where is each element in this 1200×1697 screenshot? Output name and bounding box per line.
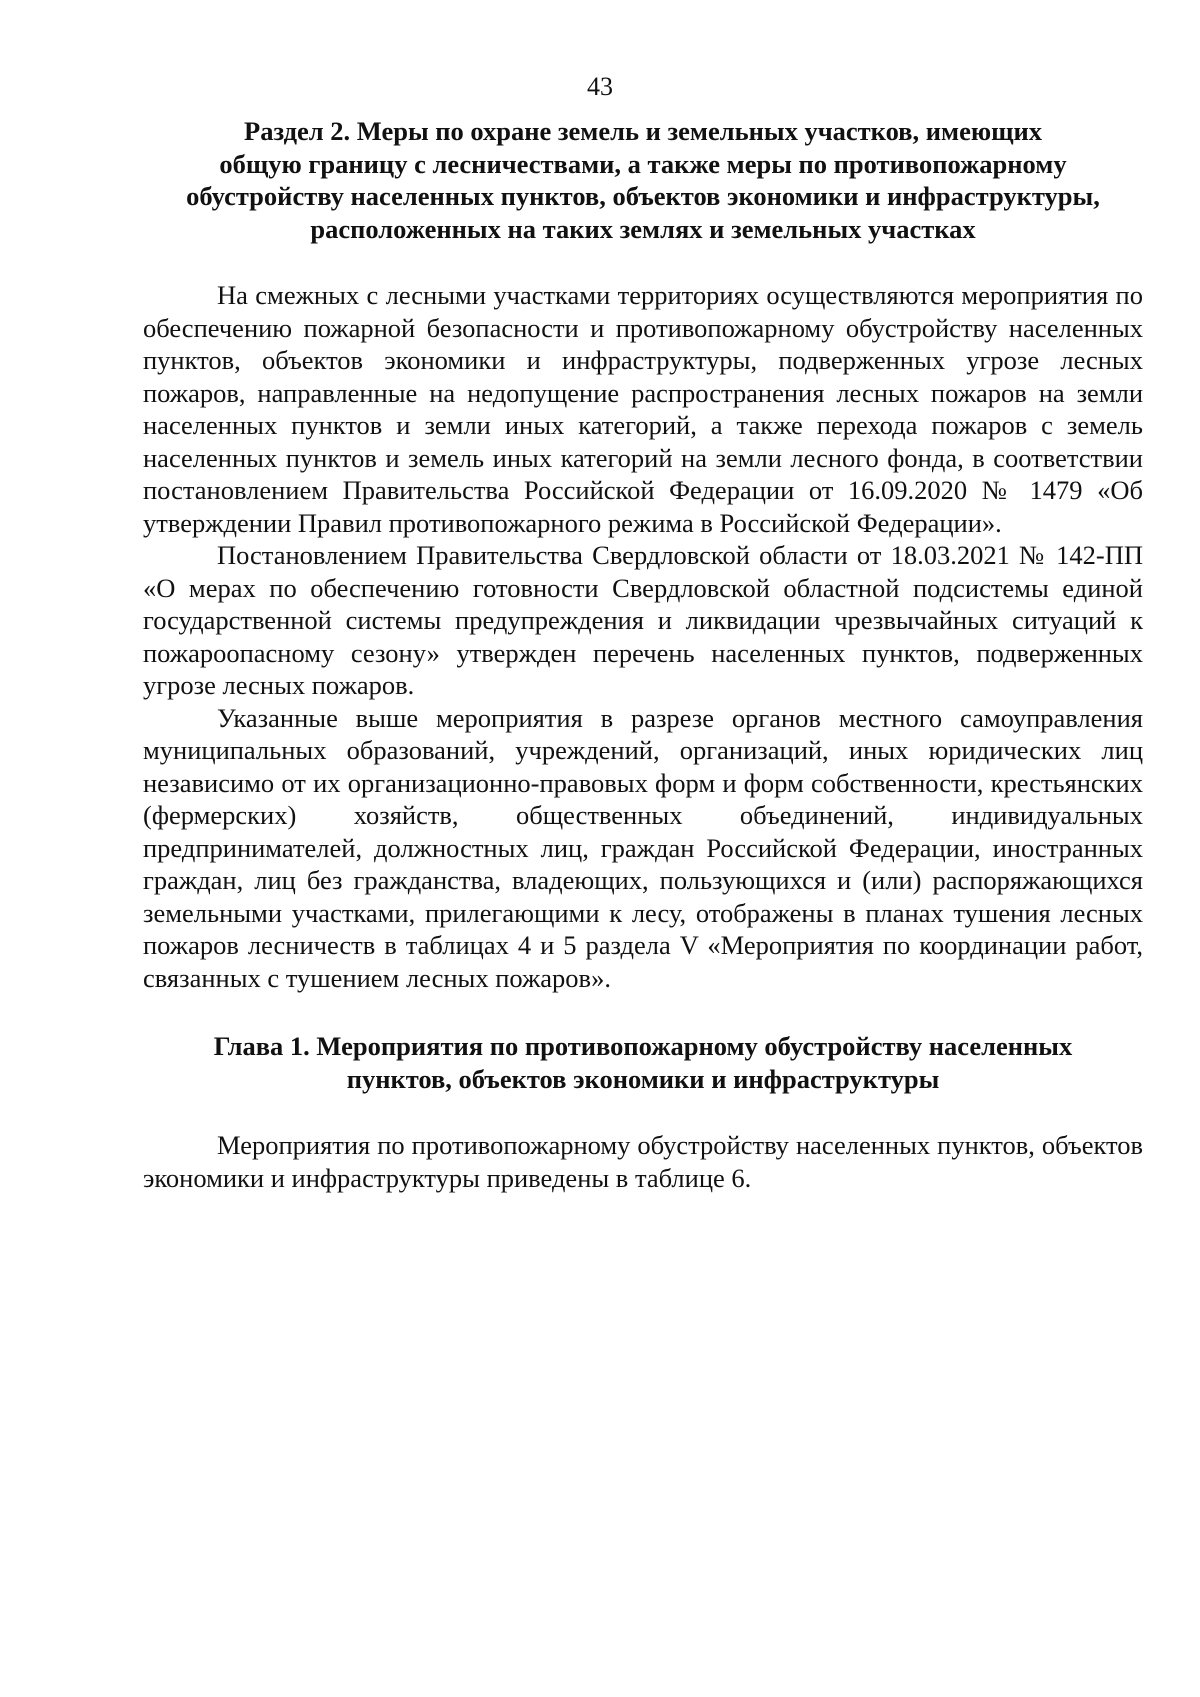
chapter-title-line: пунктов, объектов экономики и инфраструктуры — [346, 1063, 940, 1094]
section-paragraph-sverdlovsk-resolution: Постановлением Правительства Свердловской области от 18.03.2021 № 142-ПП «О мерах по обеспечению готовности Свердловской областной подсистемы единой государственной системы предупреждения и ликвидации чрезвычайных ситуаций к пожароопасному сезону» утвержден перечень населенных пунктов, подверженных угрозе лесных пожаров. — [143, 540, 1143, 700]
chapter-title-line: Глава 1. Мероприятия по противопожарному обустройству населенных — [213, 1031, 1073, 1061]
section-title-line: общую границу с лесничествами, а также меры по противопожарному — [219, 148, 1067, 179]
page-number: 43 — [587, 72, 613, 101]
document-body — [143, 115, 1143, 1194]
section-title-line: расположенных на таких землях и земельных участках — [310, 213, 976, 244]
section-paragraph-fire-plans-reference: Указанные выше мероприятия в разрезе органов местного самоуправления муниципальных образований, учреждений, организаций, иных юридических лиц независимо от их организационно-правовых форм и форм собственности, крестьянских (фермерских) хозяйств, общественных объединений, индивидуальных предпринимателей, должностных лиц, граждан Российской Федерации, иностранных граждан, лиц без гражданства, владеющих, пользующихся и (или) распоряжающихся земельными участками, прилегающими к лесу, отображены в планах тушения лесных пожаров лесничеств в таблицах 4 и 5 раздела V «Мероприятия по координации работ, связанных с тушением лесных пожаров». — [143, 702, 1143, 993]
chapter-paragraph-table-reference: Мероприятия по противопожарному обустройству населенных пунктов, объектов экономики и инфраструктуры приведены в таблице 6. — [143, 1130, 1143, 1193]
section-title-line: Раздел 2. Меры по охране земель и земельных участков, имеющих — [244, 116, 1042, 146]
section-title — [143, 115, 1143, 245]
section-title-line: обустройству населенных пунктов, объектов экономики и инфраструктуры, — [186, 181, 1100, 211]
chapter-title — [143, 1030, 1143, 1095]
section-paragraph-fire-safety-measures: На смежных с лесными участками территориях осуществляются мероприятия по обеспечению пожарной безопасности и противопожарному обустройству населенных пунктов, объектов экономики и инфраструктуры, подверженных угрозе лесных пожаров, направленные на недопущение распространения лесных пожаров на земли населенных пунктов и земли иных категорий, а также перехода пожаров с земель населенных пунктов и земель иных категорий на земли лесного фонда, в соответствии постановлением Правительства Российской Федерации от 16.09.2020 № 1479 «Об утверждении Правил противопожарного режима в Российской Федерации». — [143, 280, 1143, 538]
